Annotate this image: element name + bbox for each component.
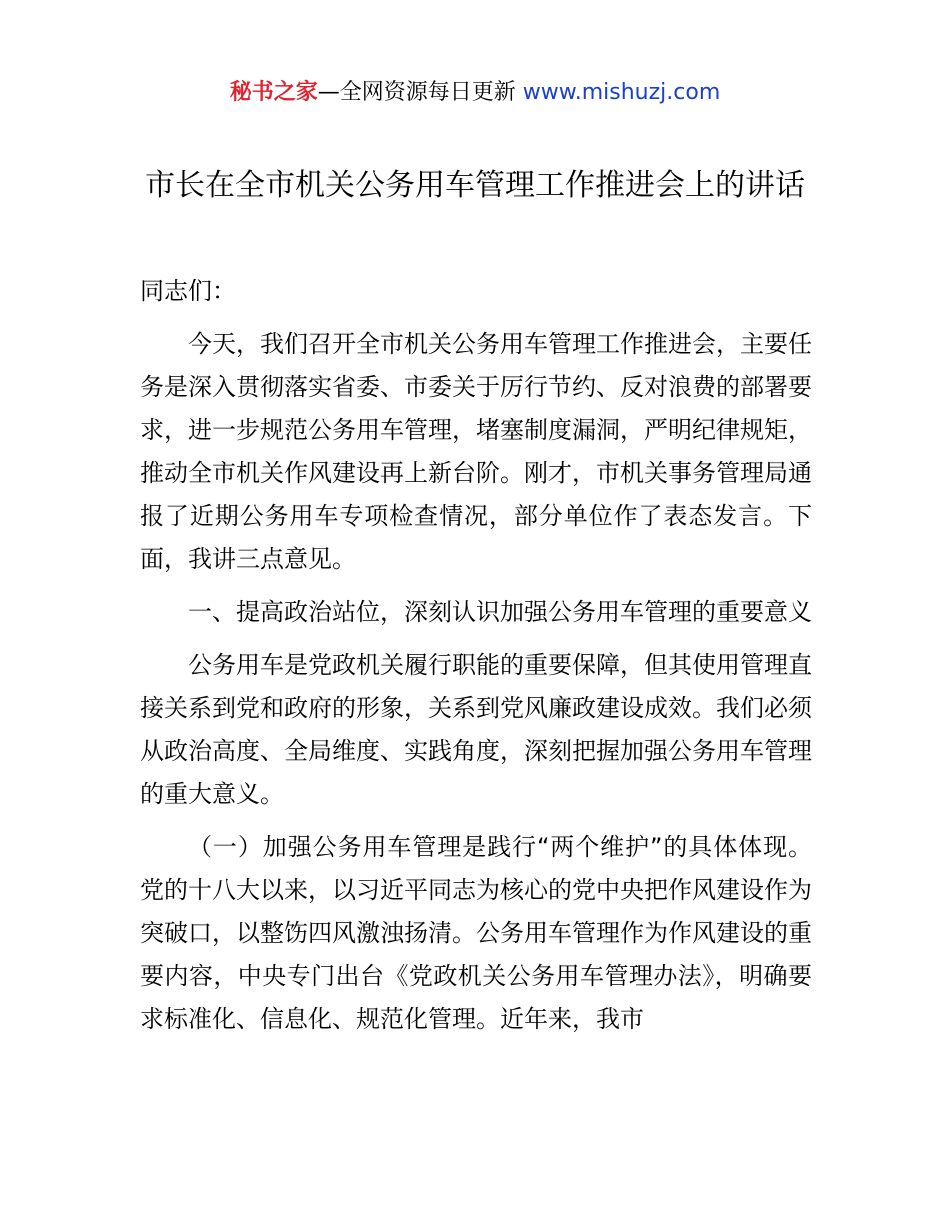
paragraph-section-1: 公务用车是党政机关履行职能的重要保障，但其使用管理直接关系到党和政府的形象，关系到党风廉政建设成效。我们必须从政治高度、全局维度、实践角度，深刻把握加强公务用车管理的重大意义。 (140, 651, 812, 808)
document-title: 市长在全市机关公务用车管理工作推进会上的讲话 (145, 168, 805, 203)
site-url-link[interactable]: www.mishuzj.com (522, 80, 721, 105)
site-header (0, 78, 950, 108)
header-tagline: —全网资源每日更新 (317, 80, 523, 105)
section-heading-1: 一、提高政治站位，深刻认识加强公务用车管理的重要意义 (188, 598, 812, 626)
paragraph-intro: 今天，我们召开全市机关公务用车管理工作推进会，主要任务是深入贯彻落实省委、市委关于厉行节约、反对浪费的部署要求，进一步规范公务用车管理，堵塞制度漏洞，严明纪律规矩，推动全市机关作风建设再上新台阶。刚才，市机关事务管理局通报了近期公务用车专项检查情况，部分单位作了表态发言。下面，我讲三点意见。 (140, 330, 812, 573)
paragraph-subsection-1: （一）加强公务用车管理是践行“两个维护”的具体体现。党的十八大以来，以习近平同志为核心的党中央把作风建设作为突破口，以整饬四风激浊扬清。公务用车管理作为作风建设的重要内容，中央专门出台《党政机关公务用车管理办法》，明确要求标准化、信息化、规范化管理。近年来，我市 (140, 833, 812, 1033)
document-body (140, 270, 812, 1051)
brand-name: 秘书之家 (229, 80, 318, 105)
salutation: 同志们： (140, 277, 236, 305)
